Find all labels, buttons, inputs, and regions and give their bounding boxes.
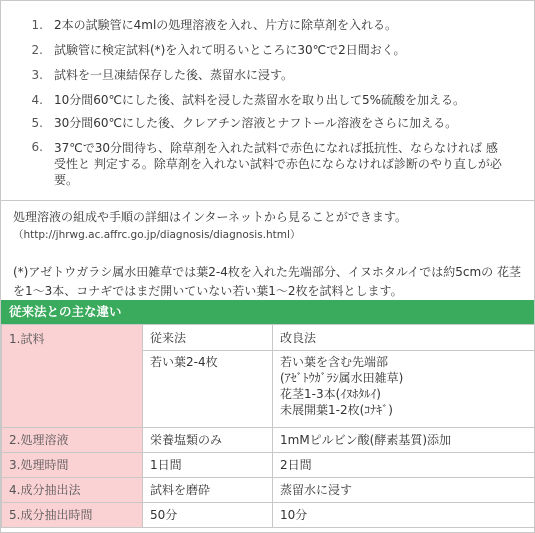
cell-old: 栄養塩類のみ bbox=[143, 428, 273, 453]
cell-new: 蒸留水に浸す bbox=[273, 478, 535, 503]
cell-old: 若い葉2-4枚 bbox=[143, 351, 273, 428]
step-text: 試料を一旦凍結保存した後、蒸留水に浸す。 bbox=[54, 68, 294, 82]
step-item bbox=[1, 140, 534, 188]
step-item bbox=[1, 18, 534, 33]
comparison-title: 従来法との主な違い bbox=[1, 300, 534, 324]
step-number: 4. bbox=[31, 93, 43, 107]
info-url: （http://jhrwg.ac.affrc.go.jp/diagnosis/diagnosis.html） bbox=[13, 229, 301, 241]
cell-new: 2日間 bbox=[273, 453, 535, 478]
cell-old: 1日間 bbox=[143, 453, 273, 478]
column-header-old: 従来法 bbox=[143, 325, 273, 351]
step-number: 5. bbox=[31, 116, 43, 130]
cell-old: 50分 bbox=[143, 503, 273, 528]
step-item bbox=[1, 93, 534, 108]
table-row bbox=[2, 428, 535, 453]
column-header-new: 改良法 bbox=[273, 325, 535, 351]
row-label bbox=[2, 325, 143, 428]
table-row bbox=[2, 503, 535, 528]
cell-new bbox=[273, 351, 535, 428]
step-number: 6. bbox=[31, 140, 43, 154]
cell-new-line: 未展開葉1-2枚(ｺﾅｷﾞ) bbox=[280, 403, 393, 417]
step-text: 2本の試験管に4mlの処理溶液を入れ、片方に除草剤を入れる。 bbox=[54, 18, 398, 32]
row-label: 2.処理溶液 bbox=[2, 428, 143, 453]
procedure-steps-box bbox=[1, 1, 534, 201]
row-label: 3.処理時間 bbox=[2, 453, 143, 478]
cell-old: 試料を磨砕 bbox=[143, 478, 273, 503]
row-label-text: 1.試料 bbox=[9, 332, 45, 346]
comparison-table bbox=[1, 324, 535, 528]
row-label: 4.成分抽出法 bbox=[2, 478, 143, 503]
table-row bbox=[2, 453, 535, 478]
info-box bbox=[1, 201, 534, 300]
table-row bbox=[2, 325, 535, 351]
cell-new: 1mMピルビン酸(酵素基質)添加 bbox=[273, 428, 535, 453]
sample-note: (*)アゼトウガラシ属水田雑草では葉2-4枚を入れた先端部分、イヌホタルイでは約5cmの 花茎を1～3本、コナギではまだ開いていない若い葉1～2枚を試料とします。 bbox=[13, 265, 521, 298]
step-item bbox=[1, 68, 534, 83]
step-text: 30分間60℃にした後、クレアチン溶液とナフトール溶液をさらに加える。 bbox=[54, 116, 458, 130]
cell-new-line: 花茎1-3本(ｲﾇﾎﾀﾙｲ) bbox=[280, 387, 381, 401]
cell-new: 10分 bbox=[273, 503, 535, 528]
step-text: 10分間60℃にした後、試料を浸した蒸留水を取り出して5%硫酸を加える。 bbox=[54, 93, 466, 107]
info-text: 処理溶液の組成や手順の詳細はインターネットから見ることができます。 bbox=[13, 210, 407, 224]
step-text: 試験管に検定試料(*)を入れて明るいところに30℃で2日間おく。 bbox=[54, 43, 406, 57]
cell-new-line: 若い葉を含む先端部 bbox=[280, 355, 389, 369]
step-number: 1. bbox=[31, 18, 43, 32]
step-item bbox=[1, 43, 534, 58]
step-number: 3. bbox=[31, 68, 43, 82]
step-text: 37℃で30分間待ち、除草剤を入れた試料で赤色になれば抵抗性、ならなければ 感受性と 判定する。除草剤を入れない試料で赤色にならなければ診断のやり直しが必要。 bbox=[54, 141, 502, 187]
row-label: 5.成分抽出時間 bbox=[2, 503, 143, 528]
step-number: 2. bbox=[31, 43, 43, 57]
cell-new-line: (ｱｾﾞﾄｳｶﾞﾗｼ属水田雑草) bbox=[280, 371, 404, 385]
step-item bbox=[1, 116, 534, 131]
table-row bbox=[2, 478, 535, 503]
